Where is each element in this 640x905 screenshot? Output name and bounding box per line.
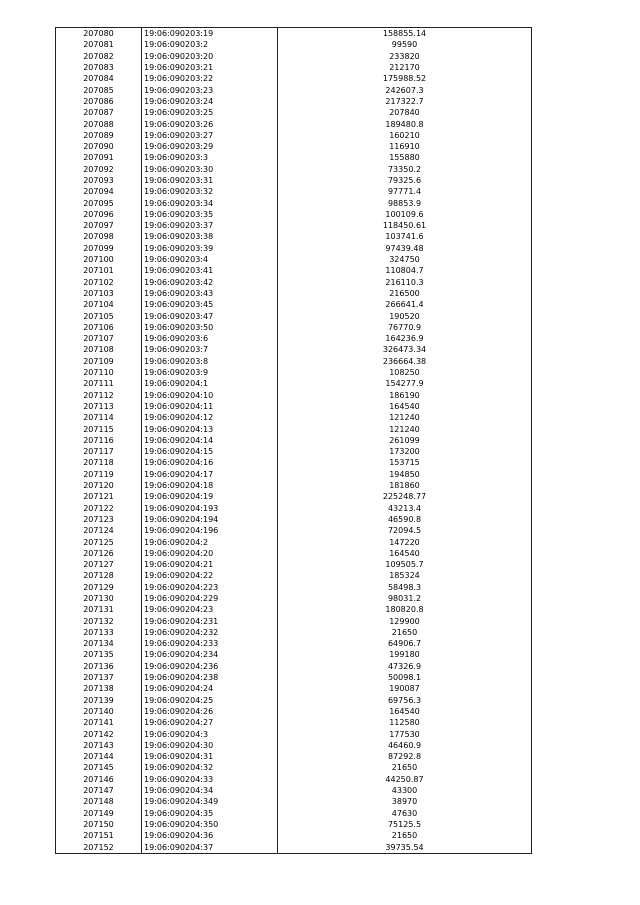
value-cell: 21650 [278,627,532,638]
table-row [56,796,532,807]
timestamp-cell: 19:06:090204:12 [142,412,278,423]
row-id-cell: 207111 [56,378,142,389]
value-cell: 177530 [278,728,532,739]
table-row [56,593,532,604]
row-id-cell: 207112 [56,390,142,401]
data-table-sheet [55,27,531,854]
table-row [56,627,532,638]
row-id-cell: 207134 [56,638,142,649]
timestamp-cell: 19:06:090204:10 [142,390,278,401]
timestamp-cell: 19:06:090204:37 [142,841,278,853]
row-id-cell: 207100 [56,254,142,265]
table-row [56,152,532,163]
value-cell: 43213.4 [278,502,532,513]
row-id-cell: 207089 [56,130,142,141]
row-id-cell: 207083 [56,62,142,73]
row-id-cell: 207116 [56,435,142,446]
table-row [56,265,532,276]
table-row [56,220,532,231]
value-cell: 164236.9 [278,333,532,344]
row-id-cell: 207093 [56,175,142,186]
timestamp-cell: 19:06:090203:34 [142,197,278,208]
table-row [56,333,532,344]
value-cell: 225248.77 [278,491,532,502]
value-cell: 44250.87 [278,774,532,785]
row-id-cell: 207149 [56,807,142,818]
value-cell: 118450.61 [278,220,532,231]
timestamp-cell: 19:06:090204:25 [142,695,278,706]
timestamp-cell: 19:06:090203:47 [142,310,278,321]
table-row [56,299,532,310]
value-cell: 147220 [278,536,532,547]
timestamp-cell: 19:06:090204:21 [142,559,278,570]
table-row [56,209,532,220]
value-cell: 116910 [278,141,532,152]
row-id-cell: 207139 [56,695,142,706]
timestamp-cell: 19:06:090203:37 [142,220,278,231]
row-id-cell: 207110 [56,367,142,378]
value-cell: 100109.6 [278,209,532,220]
value-cell: 216500 [278,288,532,299]
value-cell: 242607.3 [278,84,532,95]
value-cell: 190087 [278,683,532,694]
table-row [56,706,532,717]
value-cell: 98031.2 [278,593,532,604]
table-row [56,638,532,649]
table-row [56,141,532,152]
table-row [56,423,532,434]
value-cell: 112580 [278,717,532,728]
table-row [56,582,532,593]
value-cell: 175988.52 [278,73,532,84]
value-cell: 190520 [278,310,532,321]
timestamp-cell: 19:06:090203:41 [142,265,278,276]
value-cell: 173200 [278,446,532,457]
value-cell: 261099 [278,435,532,446]
value-cell: 46460.9 [278,740,532,751]
table-row [56,28,532,40]
timestamp-cell: 19:06:090204:32 [142,762,278,773]
row-id-cell: 207141 [56,717,142,728]
value-cell: 154277.9 [278,378,532,389]
timestamp-cell: 19:06:090204:236 [142,661,278,672]
value-cell: 98853.9 [278,197,532,208]
row-id-cell: 207085 [56,84,142,95]
row-id-cell: 207140 [56,706,142,717]
row-id-cell: 207146 [56,774,142,785]
row-id-cell: 207152 [56,841,142,853]
row-id-cell: 207135 [56,649,142,660]
timestamp-cell: 19:06:090203:32 [142,186,278,197]
row-id-cell: 207127 [56,559,142,570]
value-cell: 233820 [278,51,532,62]
value-cell: 194850 [278,469,532,480]
row-id-cell: 207150 [56,819,142,830]
row-id-cell: 207094 [56,186,142,197]
table-row [56,514,532,525]
timestamp-cell: 19:06:090204:23 [142,604,278,615]
value-cell: 185324 [278,570,532,581]
table-row [56,559,532,570]
row-id-cell: 207125 [56,536,142,547]
timestamp-cell: 19:06:090204:350 [142,819,278,830]
value-cell: 43300 [278,785,532,796]
timestamp-cell: 19:06:090203:30 [142,164,278,175]
table-row [56,231,532,242]
value-cell: 207840 [278,107,532,118]
table-row [56,728,532,739]
value-cell: 164540 [278,548,532,559]
row-id-cell: 207122 [56,502,142,513]
timestamp-cell: 19:06:090203:23 [142,84,278,95]
table-body [56,28,532,854]
value-cell: 38970 [278,796,532,807]
value-cell: 129900 [278,615,532,626]
table-row [56,830,532,841]
timestamp-cell: 19:06:090204:194 [142,514,278,525]
table-row [56,322,532,333]
table-row [56,175,532,186]
row-id-cell: 207102 [56,277,142,288]
row-id-cell: 207086 [56,96,142,107]
table-row [56,480,532,491]
table-row [56,367,532,378]
row-id-cell: 207091 [56,152,142,163]
table-row [56,390,532,401]
value-cell: 73350.2 [278,164,532,175]
row-id-cell: 207142 [56,728,142,739]
value-cell: 108250 [278,367,532,378]
table-row [56,186,532,197]
table-row [56,841,532,853]
table-row [56,107,532,118]
table-row [56,762,532,773]
row-id-cell: 207118 [56,457,142,468]
table-row [56,446,532,457]
row-id-cell: 207099 [56,243,142,254]
data-table [55,27,532,854]
timestamp-cell: 19:06:090203:22 [142,73,278,84]
value-cell: 99590 [278,39,532,50]
row-id-cell: 207108 [56,344,142,355]
timestamp-cell: 19:06:090203:25 [142,107,278,118]
value-cell: 76770.9 [278,322,532,333]
table-row [56,491,532,502]
timestamp-cell: 19:06:090204:15 [142,446,278,457]
timestamp-cell: 19:06:090204:11 [142,401,278,412]
row-id-cell: 207130 [56,593,142,604]
timestamp-cell: 19:06:090203:21 [142,62,278,73]
timestamp-cell: 19:06:090204:16 [142,457,278,468]
table-row [56,525,532,536]
value-cell: 21650 [278,830,532,841]
table-row [56,401,532,412]
timestamp-cell: 19:06:090203:50 [142,322,278,333]
timestamp-cell: 19:06:090204:35 [142,807,278,818]
value-cell: 72094.5 [278,525,532,536]
table-row [56,356,532,367]
table-row [56,73,532,84]
value-cell: 266641.4 [278,299,532,310]
value-cell: 324750 [278,254,532,265]
timestamp-cell: 19:06:090203:29 [142,141,278,152]
value-cell: 158855.14 [278,28,532,40]
row-id-cell: 207132 [56,615,142,626]
table-row [56,661,532,672]
table-row [56,819,532,830]
timestamp-cell: 19:06:090203:38 [142,231,278,242]
timestamp-cell: 19:06:090204:2 [142,536,278,547]
table-row [56,51,532,62]
row-id-cell: 207124 [56,525,142,536]
table-row [56,243,532,254]
value-cell: 155880 [278,152,532,163]
timestamp-cell: 19:06:090204:17 [142,469,278,480]
table-row [56,412,532,423]
row-id-cell: 207095 [56,197,142,208]
row-id-cell: 207147 [56,785,142,796]
row-id-cell: 207109 [56,356,142,367]
value-cell: 164540 [278,706,532,717]
table-row [56,62,532,73]
timestamp-cell: 19:06:090204:31 [142,751,278,762]
row-id-cell: 207107 [56,333,142,344]
row-id-cell: 207151 [56,830,142,841]
value-cell: 164540 [278,401,532,412]
timestamp-cell: 19:06:090203:39 [142,243,278,254]
table-row [56,378,532,389]
table-row [56,570,532,581]
value-cell: 103741.6 [278,231,532,242]
timestamp-cell: 19:06:090204:231 [142,615,278,626]
value-cell: 326473.34 [278,344,532,355]
value-cell: 181860 [278,480,532,491]
value-cell: 199180 [278,649,532,660]
timestamp-cell: 19:06:090204:18 [142,480,278,491]
value-cell: 58498.3 [278,582,532,593]
value-cell: 87292.8 [278,751,532,762]
value-cell: 64906.7 [278,638,532,649]
value-cell: 216110.3 [278,277,532,288]
timestamp-cell: 19:06:090204:223 [142,582,278,593]
row-id-cell: 207115 [56,423,142,434]
timestamp-cell: 19:06:090204:13 [142,423,278,434]
table-row [56,197,532,208]
row-id-cell: 207087 [56,107,142,118]
table-row [56,774,532,785]
timestamp-cell: 19:06:090204:19 [142,491,278,502]
table-row [56,695,532,706]
row-id-cell: 207120 [56,480,142,491]
timestamp-cell: 19:06:090204:1 [142,378,278,389]
timestamp-cell: 19:06:090204:33 [142,774,278,785]
timestamp-cell: 19:06:090204:27 [142,717,278,728]
timestamp-cell: 19:06:090203:9 [142,367,278,378]
value-cell: 110804.7 [278,265,532,276]
timestamp-cell: 19:06:090204:22 [142,570,278,581]
row-id-cell: 207113 [56,401,142,412]
value-cell: 186190 [278,390,532,401]
row-id-cell: 207128 [56,570,142,581]
timestamp-cell: 19:06:090203:45 [142,299,278,310]
row-id-cell: 207144 [56,751,142,762]
value-cell: 212170 [278,62,532,73]
value-cell: 121240 [278,423,532,434]
row-id-cell: 207148 [56,796,142,807]
row-id-cell: 207081 [56,39,142,50]
row-id-cell: 207138 [56,683,142,694]
row-id-cell: 207136 [56,661,142,672]
value-cell: 160210 [278,130,532,141]
table-row [56,277,532,288]
timestamp-cell: 19:06:090203:42 [142,277,278,288]
row-id-cell: 207103 [56,288,142,299]
row-id-cell: 207082 [56,51,142,62]
row-id-cell: 207104 [56,299,142,310]
timestamp-cell: 19:06:090204:349 [142,796,278,807]
row-id-cell: 207117 [56,446,142,457]
row-id-cell: 207096 [56,209,142,220]
timestamp-cell: 19:06:090204:229 [142,593,278,604]
value-cell: 153715 [278,457,532,468]
timestamp-cell: 19:06:090203:4 [142,254,278,265]
value-cell: 217322.7 [278,96,532,107]
table-row [56,164,532,175]
timestamp-cell: 19:06:090203:6 [142,333,278,344]
timestamp-cell: 19:06:090204:193 [142,502,278,513]
row-id-cell: 207123 [56,514,142,525]
timestamp-cell: 19:06:090204:24 [142,683,278,694]
value-cell: 39735.54 [278,841,532,853]
table-row [56,717,532,728]
row-id-cell: 207145 [56,762,142,773]
table-row [56,604,532,615]
table-row [56,740,532,751]
timestamp-cell: 19:06:090204:234 [142,649,278,660]
value-cell: 79325.6 [278,175,532,186]
table-row [56,435,532,446]
value-cell: 21650 [278,762,532,773]
timestamp-cell: 19:06:090203:27 [142,130,278,141]
timestamp-cell: 19:06:090203:7 [142,344,278,355]
row-id-cell: 207121 [56,491,142,502]
table-row [56,807,532,818]
value-cell: 97439.48 [278,243,532,254]
timestamp-cell: 19:06:090204:34 [142,785,278,796]
row-id-cell: 207090 [56,141,142,152]
table-row [56,469,532,480]
row-id-cell: 207143 [56,740,142,751]
row-id-cell: 207092 [56,164,142,175]
row-id-cell: 207080 [56,28,142,40]
table-row [56,548,532,559]
row-id-cell: 207105 [56,310,142,321]
table-row [56,649,532,660]
row-id-cell: 207088 [56,118,142,129]
value-cell: 50098.1 [278,672,532,683]
table-row [56,288,532,299]
value-cell: 75125.5 [278,819,532,830]
value-cell: 180820.8 [278,604,532,615]
timestamp-cell: 19:06:090204:3 [142,728,278,739]
timestamp-cell: 19:06:090204:36 [142,830,278,841]
timestamp-cell: 19:06:090203:3 [142,152,278,163]
timestamp-cell: 19:06:090204:232 [142,627,278,638]
timestamp-cell: 19:06:090204:14 [142,435,278,446]
row-id-cell: 207106 [56,322,142,333]
row-id-cell: 207133 [56,627,142,638]
value-cell: 109505.7 [278,559,532,570]
table-row [56,502,532,513]
row-id-cell: 207097 [56,220,142,231]
value-cell: 97771.4 [278,186,532,197]
table-row [56,39,532,50]
timestamp-cell: 19:06:090204:26 [142,706,278,717]
timestamp-cell: 19:06:090204:20 [142,548,278,559]
value-cell: 46590.8 [278,514,532,525]
row-id-cell: 207084 [56,73,142,84]
timestamp-cell: 19:06:090204:233 [142,638,278,649]
row-id-cell: 207101 [56,265,142,276]
table-row [56,130,532,141]
value-cell: 189480.8 [278,118,532,129]
timestamp-cell: 19:06:090203:43 [142,288,278,299]
table-row [56,84,532,95]
table-row [56,457,532,468]
value-cell: 47630 [278,807,532,818]
timestamp-cell: 19:06:090203:31 [142,175,278,186]
table-row [56,536,532,547]
row-id-cell: 207119 [56,469,142,480]
timestamp-cell: 19:06:090203:20 [142,51,278,62]
timestamp-cell: 19:06:090203:19 [142,28,278,40]
table-row [56,683,532,694]
row-id-cell: 207129 [56,582,142,593]
table-row [56,785,532,796]
table-row [56,254,532,265]
table-row [56,672,532,683]
value-cell: 236664.38 [278,356,532,367]
timestamp-cell: 19:06:090203:35 [142,209,278,220]
timestamp-cell: 19:06:090203:24 [142,96,278,107]
table-row [56,344,532,355]
row-id-cell: 207137 [56,672,142,683]
timestamp-cell: 19:06:090204:196 [142,525,278,536]
table-row [56,751,532,762]
value-cell: 121240 [278,412,532,423]
table-row [56,310,532,321]
timestamp-cell: 19:06:090203:2 [142,39,278,50]
value-cell: 69756.3 [278,695,532,706]
value-cell: 47326.9 [278,661,532,672]
row-id-cell: 207131 [56,604,142,615]
table-row [56,96,532,107]
row-id-cell: 207114 [56,412,142,423]
timestamp-cell: 19:06:090203:8 [142,356,278,367]
timestamp-cell: 19:06:090204:238 [142,672,278,683]
table-row [56,118,532,129]
timestamp-cell: 19:06:090203:26 [142,118,278,129]
row-id-cell: 207126 [56,548,142,559]
table-row [56,615,532,626]
row-id-cell: 207098 [56,231,142,242]
timestamp-cell: 19:06:090204:30 [142,740,278,751]
